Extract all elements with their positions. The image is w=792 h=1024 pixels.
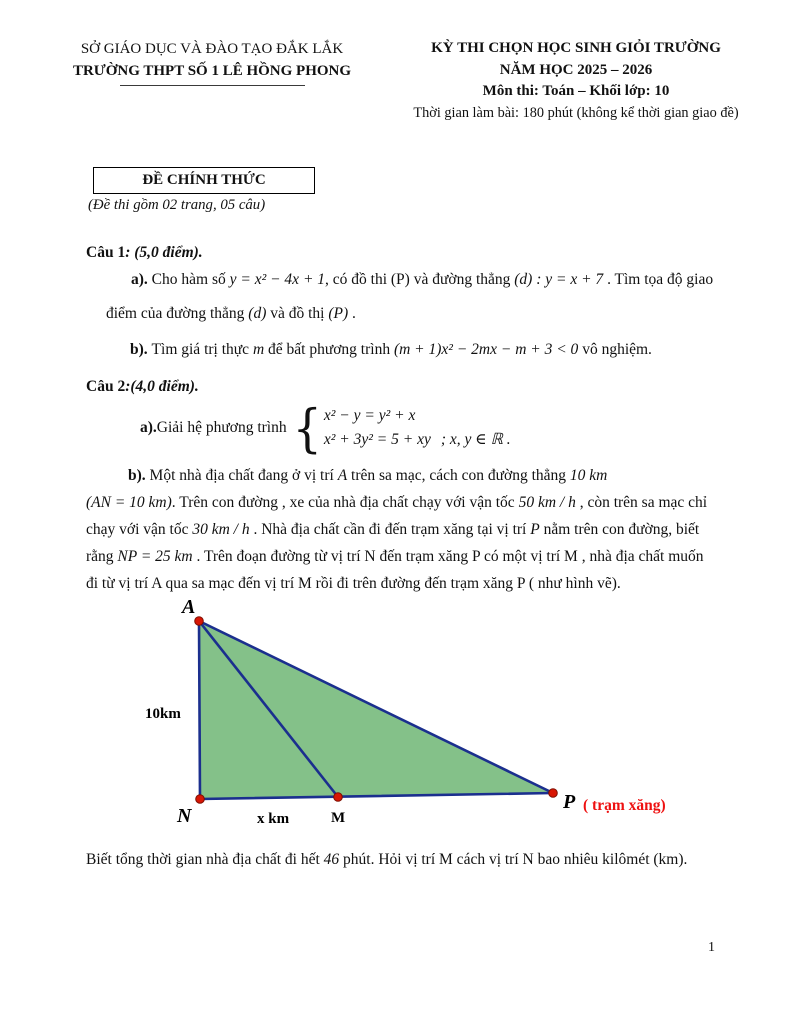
question1-b-line	[130, 341, 652, 359]
point-A-dot	[195, 617, 204, 626]
item-label: a).	[140, 419, 157, 436]
text-segment: điểm của đường thẳng	[106, 305, 249, 322]
point-N-dot	[196, 795, 205, 804]
item-label: b).	[130, 341, 152, 358]
text-segment: nằm trên con đường, biết	[539, 521, 700, 538]
math-expression: m	[252, 341, 265, 358]
label-AN-length: 10km	[145, 706, 181, 722]
question2-heading	[86, 378, 199, 396]
text-segment: . Tìm tọa độ giao	[603, 271, 714, 288]
school-year: NĂM HỌC 2025 – 2026	[499, 61, 653, 78]
math-expression: 46	[323, 851, 340, 868]
math-expression: (P)	[328, 305, 349, 322]
equation-system	[324, 404, 431, 452]
official-exam-box: ĐỀ CHÍNH THỨC	[93, 167, 315, 194]
department-name: SỞ GIÁO DỤC VÀ ĐÀO TẠO ĐẮK LẮK	[80, 41, 344, 57]
text-segment: Một nhà địa chất đang ở vị trí	[149, 467, 338, 484]
text-segment: và đồ thị	[266, 305, 329, 322]
text-segment: chạy với vận tốc	[86, 521, 193, 538]
question2-a-line	[140, 397, 511, 459]
math-expression: y = x² − 4x + 1	[229, 271, 326, 288]
text-segment: Biết tổng thời gian nhà địa chất đi hết	[86, 851, 324, 868]
math-expression: 50 km / h	[518, 494, 576, 511]
school-name: TRƯỜNG THPT SỐ 1 LÊ HỒNG PHONG	[72, 63, 352, 79]
question1-a-line1	[131, 271, 713, 289]
label-M: M	[331, 810, 346, 826]
math-expression: NP = 25 km	[117, 548, 193, 565]
text-segment: Cho hàm số	[151, 271, 230, 288]
question1-a-line2	[106, 305, 356, 323]
header-right	[372, 38, 780, 124]
math-expression: (AN = 10 km)	[86, 494, 172, 511]
question2-b-line5: đi từ vị trí A qua sa mạc đến vị trí M rồi đi trên đường đến trạm xăng P ( như hình vẽ).	[86, 575, 621, 592]
duration-note: Thời gian làm bài: 180 phút (không kể thời gian giao đề)	[413, 104, 739, 121]
text-segment: Tìm giá trị thực	[151, 341, 253, 358]
label-A: A	[182, 596, 196, 618]
header-left	[52, 38, 372, 86]
text-segment: . Nhà địa chất cần đi đến trạm xăng tại vị trí	[249, 521, 531, 538]
equation-1: x² − y = y² + x	[323, 407, 416, 424]
text-segment: vô nghiệm.	[578, 341, 652, 358]
question2-b-line1	[128, 467, 607, 485]
question2-b-line2	[86, 494, 707, 512]
text-segment: , có đồ thi (P) và đường thẳng	[325, 271, 515, 288]
label-gas-station: ( trạm xăng)	[583, 797, 666, 814]
closing-question	[86, 851, 687, 869]
math-expression: 30 km / h	[192, 521, 250, 538]
question1-number: Câu 1	[86, 244, 126, 261]
question1-heading	[86, 244, 203, 262]
math-expression: P	[530, 521, 540, 538]
text-segment: phút. Hỏi vị trí M cách vị trí N bao nhiêu kilômét (km).	[339, 851, 688, 868]
system-brace: {	[292, 397, 322, 459]
label-P: P	[563, 791, 576, 813]
point-P-dot	[549, 789, 558, 798]
math-expression: A	[337, 467, 348, 484]
point-M-dot	[334, 793, 343, 802]
subject-grade: Môn thi: Toán – Khối lớp: 10	[482, 83, 670, 99]
question2-points: :(4,0 điểm).	[125, 378, 199, 395]
item-label: a).	[131, 271, 152, 288]
equation-2: x² + 3y² = 5 + xy	[323, 431, 431, 448]
header-underline	[120, 85, 305, 86]
exam-note: (Đề thi gồm 02 trang, 05 câu)	[88, 197, 266, 213]
question2-b-line3	[86, 521, 699, 539]
text-segment: . Trên con đường , xe của nhà địa chất chạy với vận tốc	[171, 494, 519, 511]
item-label: b).	[128, 467, 150, 484]
text-segment: Giải hệ phương trình	[156, 419, 287, 436]
text-segment: để bất phương trình	[264, 341, 394, 358]
exam-title: KỲ THI CHỌN HỌC SINH GIỎI TRƯỜNG	[431, 40, 721, 56]
text-segment: trên sa mạc, cách con đường thẳng	[347, 467, 570, 484]
page-number: 1	[708, 940, 715, 955]
label-NM-length: x km	[257, 811, 290, 827]
question2-number: Câu 2	[86, 378, 126, 395]
triangle-ANP	[199, 621, 553, 799]
text-segment: , còn trên sa mạc chỉ	[575, 494, 708, 511]
question1-points: : (5,0 điểm).	[125, 244, 203, 261]
text-segment: . Trên đoạn đường từ vị trí N đến trạm xăng P có một vị trí M , nhà địa chất muốn	[192, 548, 704, 565]
label-N: N	[177, 805, 192, 827]
math-expression: (d)	[248, 305, 267, 322]
domain-condition: ; x, y ∈ ℝ .	[440, 431, 511, 448]
math-expression: 10 km	[569, 467, 608, 484]
question2-b-line4	[86, 548, 704, 566]
math-expression: (d) : y = x + 7	[514, 271, 604, 288]
math-expression: (m + 1)x² − 2mx − m + 3 < 0	[393, 341, 579, 358]
text-segment: .	[348, 305, 356, 322]
triangle-figure	[100, 592, 700, 842]
text-segment: rằng	[86, 548, 118, 565]
